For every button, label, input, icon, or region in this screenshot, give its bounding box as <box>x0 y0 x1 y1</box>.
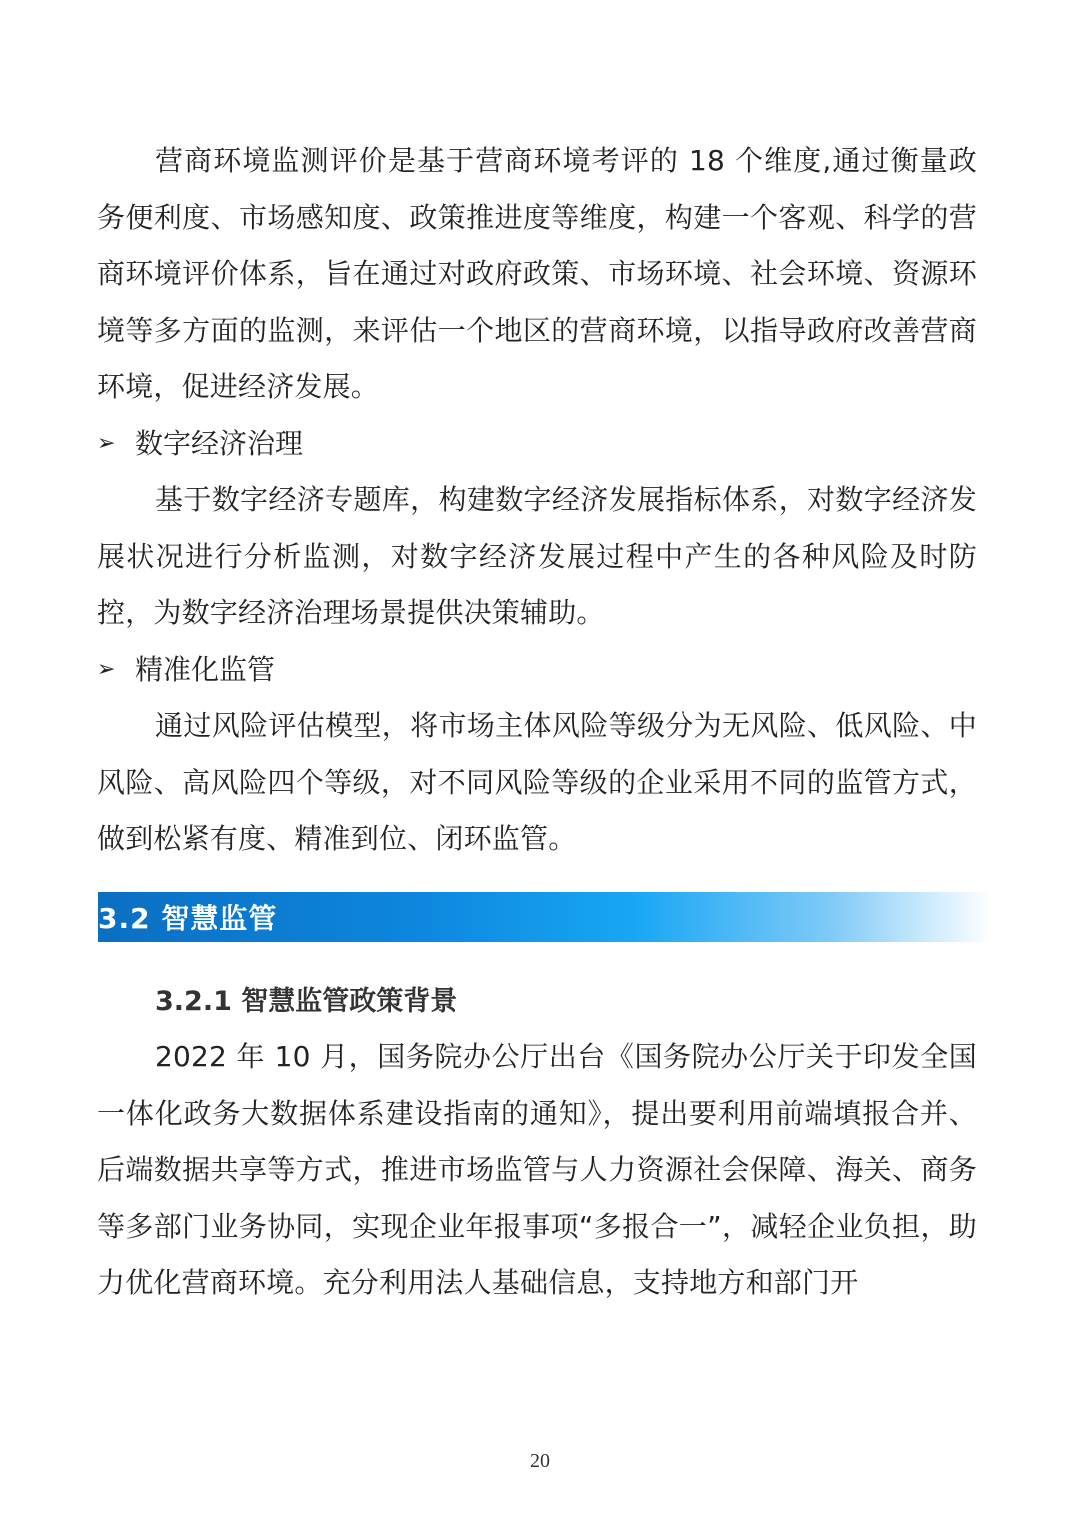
subsection-title: 3.2.1 智慧监管政策背景 <box>155 986 458 1017</box>
paragraph-business-environment: 营商环境监测评价是基于营商环境考评的 18 个维度,通过衡量政务便利度、市场感知度、政策推进度等维度，构建一个客观、科学的营商环境评价体系，旨在通过对政府政策、市场环境、社会环境、资源环境等多方面的监测，来评估一个地区的营商环境，以指导政府改善营商环境，促进经济发展。 <box>97 144 977 404</box>
paragraph-digital-economy: 基于数字经济专题库，构建数字经济发展指标体系，对数字经济发展状况进行分析监测，对数字经济发展过程中产生的各种风险及时防控，为数字经济治理场景提供决策辅助。 <box>97 483 977 630</box>
bullet-digital-economy <box>97 424 303 464</box>
paragraph-precise-supervision: 通过风险评估模型，将市场主体风险等级分为无风险、低风险、中风险、高风险四个等级，对不同风险等级的企业采用不同的监管方式，做到松紧有度、精准到位、闭环监管。 <box>97 709 977 856</box>
bullet-precise-supervision <box>97 650 275 690</box>
bullet-label: 精准化监管 <box>135 653 276 686</box>
arrow-bullet-icon: ➢ <box>97 431 116 456</box>
bullet-label: 数字经济治理 <box>135 427 304 460</box>
page-number: 20 <box>530 1450 550 1472</box>
section-heading-bar <box>98 892 992 942</box>
section-title: 3.2 智慧监管 <box>98 902 278 935</box>
arrow-bullet-icon: ➢ <box>97 657 116 682</box>
paragraph-policy-background: 2022 年 10 月，国务院办公厅出台《国务院办公厅关于印发全国一体化政务大数据体系建设指南的通知》，提出要利用前端填报合并、后端数据共享等方式，推进市场监管与人力资源社会保障、海关、商务等多部门业务协同，实现企业年报事项“多报合一”，减轻企业负担，助力优化营商环境。充分利用法人基础信息，支持地方和部门开 <box>97 1040 977 1300</box>
